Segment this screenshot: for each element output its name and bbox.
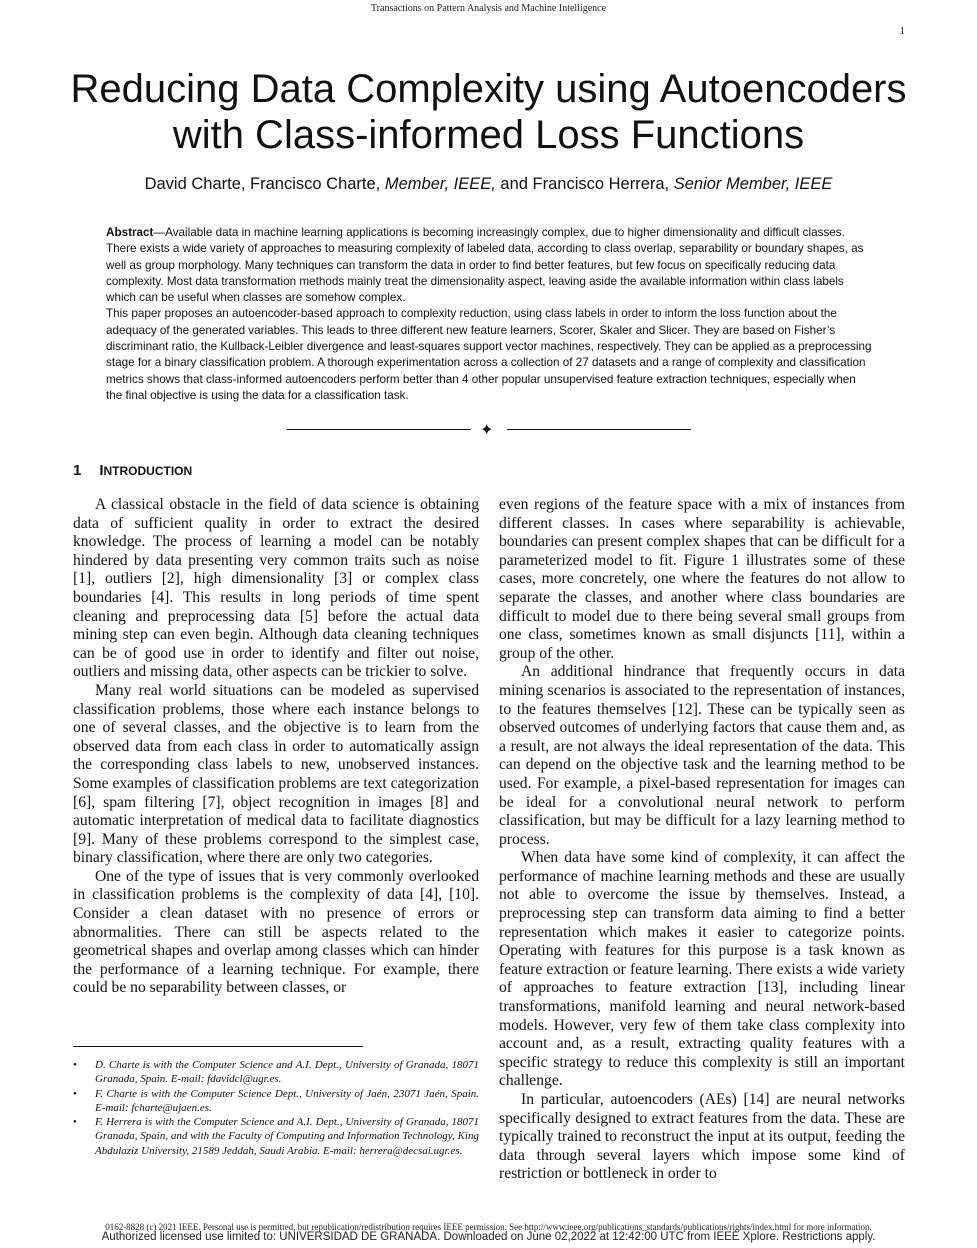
section-number: 1 <box>73 462 82 479</box>
footnote-item <box>73 1058 479 1087</box>
title-line-1: Reducing Data Complexity using Autoencoders <box>70 67 907 111</box>
body-paragraph: One of the type of issues that is very commonly overlooked in classification problems is the complexity of data [4], [10]. Consider a clean dataset with no presence of errors or abnormalities. There can still be aspects related to the geometrical shapes and overlap among classes which can hinder the performance of a learning technique. For example, there could be no separability between classes, or <box>73 867 479 997</box>
page-number: 1 <box>899 25 905 37</box>
author-list <box>40 175 937 194</box>
divider-line-left <box>287 429 471 430</box>
body-paragraph: Many real world situations can be modeled as supervised classification problems, those where each instance belongs to one of several classes, and the objective is to learn from the observed data from each class in order to automatically assign the corresponding class labels to new, unobserved instances. Some examples of classification problems are text categorization [6], spam filtering [7], object recognition in images [8] and automatic interpretation of medical data to facilitate diagnostics [9]. Many of these problems correspond to the simplest case, binary classification, where there are only two categories. <box>73 681 479 867</box>
author-role-1: Member, IEEE, <box>384 175 496 193</box>
authors-part-2: and Francisco Herrera, <box>495 175 674 193</box>
body-paragraph: An additional hindrance that frequently occurs in data mining scenarios is associated to the representation of instances, to the features themselves [12]. These can be typically seen as observed outcomes of underlying factors that cause them and, as a result, are not always the ideal representation of the data. This can depend on the objective task and the learning method to be used. For example, a pixel-based representation for images can be ideal for a convolutional neural network to perform classification, but may be difficult for a lazy learning method to process. <box>499 663 905 848</box>
section-heading-introduction <box>73 462 192 479</box>
footnote-text: D. Charte is with the Computer Science and A.I. Dept., University of Granada, 18071 Granada, Spain. E-mail: fdavidcl@ugr.es. <box>95 1059 479 1086</box>
bullet-icon: • <box>73 1059 77 1071</box>
footnote-item <box>73 1087 479 1116</box>
abstract-paragraph-1 <box>106 225 872 306</box>
body-paragraph: A classical obstacle in the field of data science is obtaining data of sufficient quality in order to extract the desired knowledge. The process of learning a model can be notably hindered by data presenting very common traits such as noise [1], outliers [2], high dimensionality [3] or complex class boundaries [4]. This results in long periods of time spent cleaning and preprocessing data [5] before the actual data mining step can even begin. Although data cleaning techniques can be of good use in order to identify and filter out noise, outliers and missing data, other aspects can be trickier to solve. <box>73 496 479 681</box>
abstract-paragraph-2: This paper proposes an autoencoder-based approach to complexity reduction, using class labels in order to inform the loss function about the adequacy of the generated variables. This leads to three different new feature learners, Scorer, Skaler and Slicer. They are based on Fisher’s discriminant ratio, the Kullback-Leibler divergence and least-squares support vector machines, respectively. They can be applied as a preprocessing stage for a binary classification problem. A thorough experimentation across a collection of 27 datasets and a range of complexity and classification metrics shows that class-informed autoencoders perform better than 4 other popular unsupervised feature extraction techniques, especially when the final objective is using the data for a classification task. <box>106 307 872 402</box>
bullet-icon: • <box>73 1087 77 1100</box>
license-notice: Authorized licensed use limited to: UNIVERSIDAD DE GRANADA. Downloaded on June 02,2022 at 12:42:00 UTC from IEEE Xplore. Restrictions apply. <box>101 1231 876 1243</box>
footnote-item <box>73 1115 479 1158</box>
paper-title <box>40 66 937 158</box>
title-line-2: with Class-informed Loss Functions <box>172 113 805 157</box>
authors-part-1: David Charte, Francisco Charte, <box>144 175 385 193</box>
section-title-initial: I <box>99 462 104 479</box>
section-divider <box>287 422 691 438</box>
divider-line-right <box>507 429 691 430</box>
abstract <box>106 225 872 404</box>
running-head: Transactions on Pattern Analysis and Machine Intelligence <box>370 3 607 14</box>
copyright-notice: 0162-8828 (c) 2021 IEEE. Personal use is permitted, but republication/redistribution requires IEEE permission. See http://www.ieee.org/publications_standards/publications/rights/index.html for more information. <box>105 1222 872 1232</box>
section-title-rest: NTRODUCTION <box>103 464 193 478</box>
footnote-rule <box>73 1046 363 1047</box>
footnote-text: F. Charte is with the Computer Science Dept., University of Jaén, 23071 Jaén, Spain. E-mail: fcharte@ujaen.es. <box>95 1087 479 1114</box>
body-paragraph-continued: even regions of the feature space with a mix of instances from different classes. In cases where separability is achievable, boundaries can present complex shapes that can be difficult for a parameterized model to fit. Figure 1 illustrates some of these cases, more concretely, one where the features do not allow to separate the classes, and another where class boundaries are difficult to model due to there being several small groups from one class, sometimes known as small disjuncts [11], within a group of the other. <box>499 496 905 662</box>
footnote-text: F. Herrera is with the Computer Science and A.I. Dept., University of Granada, 18071 Granada, Spain, and with the Faculty of Computing and Information Technology, King Abdulaziz University, 21589 Jeddah, Saudi Arabia. E-mail: herrera@decsai.ugr.es. <box>95 1116 479 1157</box>
body-paragraph: When data have some kind of complexity, it can affect the performance of machine learning methods and these are usually not able to overcome the issue by themselves. Instead, a preprocessing step can transform data aiming to find a better representation which makes it easier to categorize points. Operating with features for this purpose is a task known as feature extraction or feature learning. There exists a wide variety of approaches to feature extraction [13], including linear transformations, manifold learning and neural network-based models. However, very few of them take class complexity into account and, as a result, extracting quality features with a specific strategy to reduce this complexity is still an important challenge. <box>499 849 905 1090</box>
abstract-label: Abstract <box>106 226 154 239</box>
divider-star-icon: ✦ <box>480 420 494 439</box>
right-column <box>499 496 905 1184</box>
abstract-text-1: —Available data in machine learning applications is becoming increasingly complex, due to higher dimensionality and difficult classes. There exists a wide variety of approaches to measuring complexity of labeled data, according to class overlap, separability or boundary shapes, as well as group morphology. Many techniques can transform the data in order to find better features, but few focus on specifically reducing data complexity. Most data transformation methods mainly treat the dimensionality aspect, leaving aside the available information within class labels which can be useful when classes are somehow complex. <box>106 226 864 305</box>
left-column <box>73 496 479 998</box>
body-paragraph: In particular, autoencoders (AEs) [14] are neural networks specifically designed to extract features from the data. These are typically trained to reconstruct the input at its output, feeding the data through several layers which impose some kind of restriction or bottleneck in order to <box>499 1091 905 1183</box>
footnotes <box>73 1058 479 1158</box>
author-role-2: Senior Member, IEEE <box>673 175 833 193</box>
bullet-icon: • <box>73 1116 77 1129</box>
